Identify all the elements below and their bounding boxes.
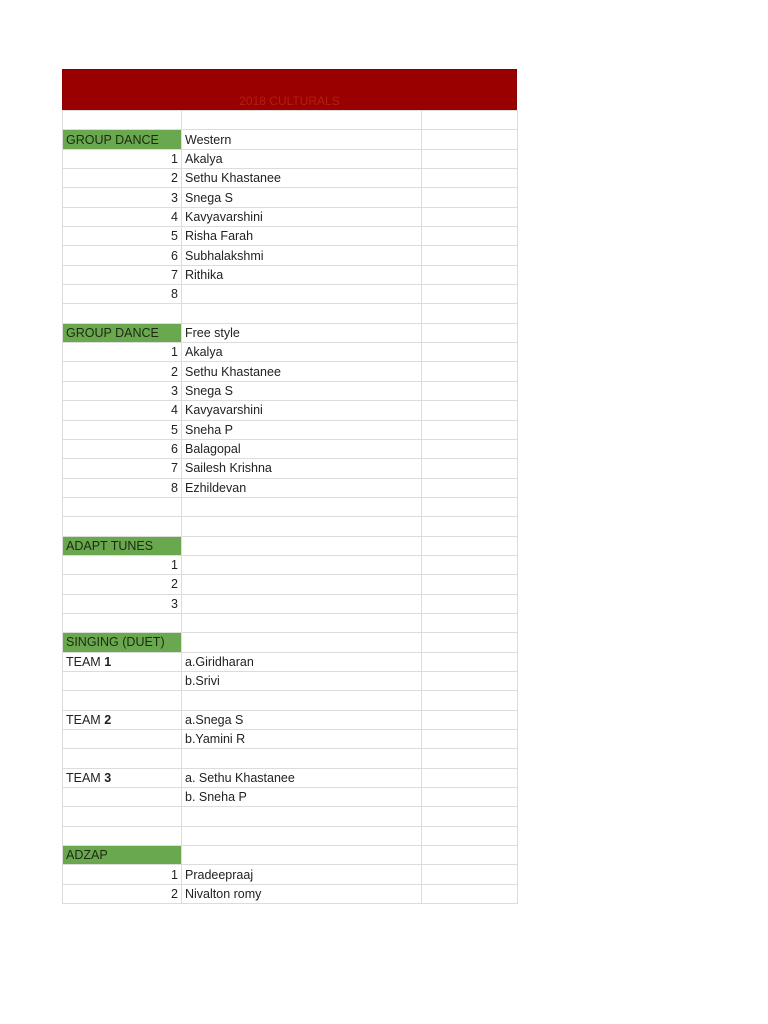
participant-name-cell[interactable]: Kavyavarshini [182, 401, 422, 420]
empty-cell[interactable] [422, 111, 518, 130]
spreadsheet [62, 69, 517, 904]
empty-cell[interactable] [422, 691, 518, 710]
table-row [63, 884, 518, 903]
team-number: 1 [104, 654, 112, 669]
table-row [63, 381, 518, 400]
participant-name-cell[interactable]: Sneha P [182, 420, 422, 439]
table-row [63, 343, 518, 362]
participant-name-cell[interactable] [182, 594, 422, 613]
empty-row [63, 613, 518, 632]
empty-cell[interactable] [63, 671, 182, 690]
empty-row [63, 691, 518, 710]
participant-name-cell[interactable]: Subhalakshmi [182, 246, 422, 265]
section-header-row [63, 323, 518, 342]
empty-cell[interactable] [63, 807, 182, 826]
empty-cell[interactable] [422, 865, 518, 884]
table-row [63, 362, 518, 381]
serial-number-cell[interactable]: 1 [63, 555, 182, 574]
empty-cell[interactable] [422, 749, 518, 768]
team-label-cell[interactable] [63, 768, 182, 787]
participant-name-cell[interactable]: a. Sethu Khastanee [182, 768, 422, 787]
participant-name-cell[interactable]: a.Giridharan [182, 652, 422, 671]
table-row [63, 478, 518, 497]
serial-number-cell[interactable]: 6 [63, 439, 182, 458]
table-row [63, 149, 518, 168]
participant-name-cell[interactable] [182, 575, 422, 594]
empty-cell[interactable] [422, 594, 518, 613]
table-row [63, 227, 518, 246]
serial-number-cell[interactable]: 7 [63, 265, 182, 284]
serial-number-cell[interactable]: 5 [63, 227, 182, 246]
participant-name-cell[interactable]: Nivalton romy [182, 884, 422, 903]
participant-name-cell[interactable]: Sethu Khastanee [182, 362, 422, 381]
section-title-cell[interactable]: ADAPT TUNES [63, 536, 182, 555]
participant-name-cell[interactable]: Rithika [182, 265, 422, 284]
serial-number-cell[interactable]: 2 [63, 575, 182, 594]
empty-cell[interactable] [422, 304, 518, 323]
empty-cell[interactable] [182, 749, 422, 768]
empty-cell[interactable] [422, 575, 518, 594]
empty-cell[interactable] [63, 749, 182, 768]
section-title-cell[interactable]: SINGING (DUET) [63, 633, 182, 652]
empty-cell[interactable] [422, 323, 518, 342]
empty-cell[interactable] [422, 459, 518, 478]
serial-number-cell[interactable]: 1 [63, 343, 182, 362]
empty-cell[interactable] [63, 517, 182, 536]
participant-name-cell[interactable] [182, 285, 422, 304]
empty-cell[interactable] [182, 691, 422, 710]
table-row [63, 401, 518, 420]
empty-row [63, 497, 518, 516]
empty-cell[interactable] [422, 788, 518, 807]
empty-cell[interactable] [422, 671, 518, 690]
empty-row [63, 304, 518, 323]
serial-number-cell[interactable]: 4 [63, 207, 182, 226]
empty-cell[interactable] [422, 420, 518, 439]
empty-cell[interactable] [422, 478, 518, 497]
table-row [63, 710, 518, 729]
serial-number-cell[interactable]: 8 [63, 478, 182, 497]
serial-number-cell[interactable]: 3 [63, 381, 182, 400]
section-title-cell[interactable]: ADZAP [63, 846, 182, 865]
table-row [63, 459, 518, 478]
empty-cell[interactable] [422, 652, 518, 671]
sheet-title[interactable]: 2018 CULTURALS [62, 69, 517, 110]
serial-number-cell[interactable]: 3 [63, 188, 182, 207]
empty-cell[interactable] [63, 788, 182, 807]
participant-name-cell[interactable]: Kavyavarshini [182, 207, 422, 226]
participant-name-cell[interactable]: Balagopal [182, 439, 422, 458]
empty-row [63, 749, 518, 768]
empty-cell[interactable] [422, 149, 518, 168]
table-row [63, 768, 518, 787]
table-row [63, 420, 518, 439]
participant-name-cell[interactable]: Snega S [182, 381, 422, 400]
table-row [63, 246, 518, 265]
empty-cell[interactable] [422, 265, 518, 284]
empty-cell[interactable] [63, 111, 182, 130]
participant-name-cell[interactable]: Ezhildevan [182, 478, 422, 497]
empty-cell[interactable] [422, 362, 518, 381]
table-row [63, 169, 518, 188]
team-number: 3 [104, 770, 112, 785]
empty-cell[interactable] [422, 536, 518, 555]
participant-name-cell[interactable]: b. Sneha P [182, 788, 422, 807]
empty-cell[interactable] [422, 730, 518, 749]
section-title-cell[interactable]: GROUP DANCE [63, 323, 182, 342]
serial-number-cell[interactable]: 2 [63, 362, 182, 381]
empty-cell[interactable] [422, 130, 518, 149]
empty-cell[interactable] [422, 884, 518, 903]
empty-cell[interactable] [422, 710, 518, 729]
team-label-cell[interactable] [63, 710, 182, 729]
table-row [63, 265, 518, 284]
empty-cell[interactable] [63, 691, 182, 710]
culturals-table [62, 110, 518, 904]
team-number: 2 [104, 712, 112, 727]
empty-cell[interactable] [422, 555, 518, 574]
section-header-row [63, 130, 518, 149]
empty-cell[interactable] [63, 613, 182, 632]
table-row [63, 555, 518, 574]
empty-cell[interactable] [422, 613, 518, 632]
empty-cell[interactable] [422, 807, 518, 826]
empty-cell[interactable] [422, 381, 518, 400]
section-title-cell[interactable]: GROUP DANCE [63, 130, 182, 149]
participant-name-cell[interactable]: Akalya [182, 343, 422, 362]
empty-row [63, 826, 518, 845]
participant-name-cell[interactable]: b.Yamini R [182, 730, 422, 749]
empty-cell[interactable] [422, 285, 518, 304]
section-header-row [63, 536, 518, 555]
team-label: TEAM [66, 712, 105, 727]
serial-number-cell[interactable]: 5 [63, 420, 182, 439]
section-header-row [63, 846, 518, 865]
empty-cell[interactable] [63, 497, 182, 516]
section-subtitle-cell[interactable] [182, 633, 422, 652]
empty-cell[interactable] [182, 517, 422, 536]
table-row [63, 652, 518, 671]
empty-cell[interactable] [422, 188, 518, 207]
table-row [63, 575, 518, 594]
section-subtitle-cell[interactable] [182, 846, 422, 865]
serial-number-cell[interactable]: 2 [63, 169, 182, 188]
empty-cell[interactable] [422, 768, 518, 787]
participant-name-cell[interactable]: Sethu Khastanee [182, 169, 422, 188]
empty-cell[interactable] [182, 807, 422, 826]
empty-cell[interactable] [63, 826, 182, 845]
table-row [63, 188, 518, 207]
serial-number-cell[interactable]: 8 [63, 285, 182, 304]
empty-cell[interactable] [422, 633, 518, 652]
empty-cell[interactable] [182, 497, 422, 516]
table-row [63, 207, 518, 226]
empty-cell[interactable] [422, 207, 518, 226]
serial-number-cell[interactable]: 1 [63, 149, 182, 168]
empty-row [63, 111, 518, 130]
participant-name-cell[interactable]: Akalya [182, 149, 422, 168]
empty-cell[interactable] [182, 111, 422, 130]
team-label: TEAM [66, 770, 105, 785]
participant-name-cell[interactable]: Pradeepraaj [182, 865, 422, 884]
empty-row [63, 807, 518, 826]
table-row [63, 439, 518, 458]
section-subtitle-cell[interactable] [182, 536, 422, 555]
team-label-cell[interactable] [63, 652, 182, 671]
empty-cell[interactable] [422, 169, 518, 188]
participant-name-cell[interactable]: b.Srivi [182, 671, 422, 690]
table-row [63, 285, 518, 304]
participant-name-cell[interactable]: Sailesh Krishna [182, 459, 422, 478]
team-label: TEAM [66, 654, 105, 669]
empty-cell[interactable] [422, 846, 518, 865]
table-row [63, 730, 518, 749]
empty-cell[interactable] [422, 246, 518, 265]
table-row [63, 671, 518, 690]
empty-cell[interactable] [422, 227, 518, 246]
empty-cell[interactable] [63, 730, 182, 749]
empty-cell[interactable] [422, 826, 518, 845]
participant-name-cell[interactable] [182, 555, 422, 574]
serial-number-cell[interactable]: 3 [63, 594, 182, 613]
section-subtitle-cell[interactable]: Free style [182, 323, 422, 342]
table-row [63, 865, 518, 884]
serial-number-cell[interactable]: 6 [63, 246, 182, 265]
empty-cell[interactable] [182, 826, 422, 845]
empty-cell[interactable] [422, 517, 518, 536]
participant-name-cell[interactable]: Risha Farah [182, 227, 422, 246]
table-row [63, 788, 518, 807]
empty-cell[interactable] [182, 304, 422, 323]
section-subtitle-cell[interactable]: Western [182, 130, 422, 149]
section-header-row [63, 633, 518, 652]
serial-number-cell[interactable]: 4 [63, 401, 182, 420]
empty-cell[interactable] [63, 304, 182, 323]
participant-name-cell[interactable]: a.Snega S [182, 710, 422, 729]
empty-cell[interactable] [422, 439, 518, 458]
participant-name-cell[interactable]: Snega S [182, 188, 422, 207]
empty-cell[interactable] [182, 613, 422, 632]
serial-number-cell[interactable]: 7 [63, 459, 182, 478]
serial-number-cell[interactable]: 2 [63, 884, 182, 903]
empty-cell[interactable] [422, 343, 518, 362]
serial-number-cell[interactable]: 1 [63, 865, 182, 884]
empty-cell[interactable] [422, 497, 518, 516]
empty-row [63, 517, 518, 536]
table-row [63, 594, 518, 613]
empty-cell[interactable] [422, 401, 518, 420]
